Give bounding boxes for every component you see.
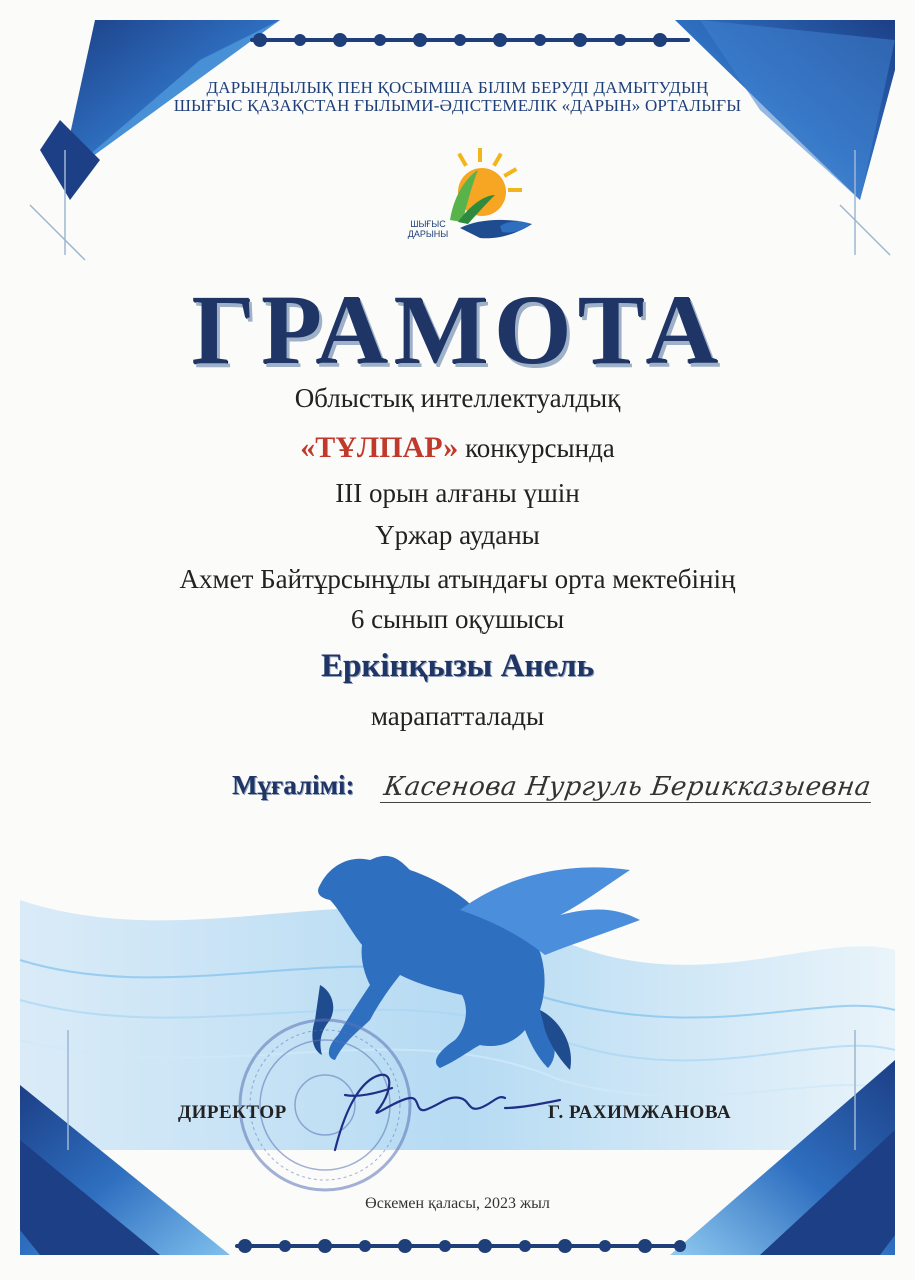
logo-label: ШЫҒЫС ДАРЫНЫ — [407, 219, 449, 239]
body-line-6: 6 сынып оқушысы — [350, 604, 565, 634]
contest-suffix: конкурсында — [458, 433, 615, 463]
teacher-label: Мұғалімі: — [232, 770, 355, 800]
top-ornament-strip — [250, 33, 690, 47]
body-line-3: III орын алғаны үшін — [335, 478, 580, 508]
organization-name-line2: ШЫҒЫС ҚАЗАҚСТАН ҒЫЛЫМИ-ӘДІСТЕМЕЛІК «ДАРЫН» ОРТАЛЫҒЫ — [173, 96, 742, 115]
teacher-name: Касенова Нургуль Берикказыевна — [380, 772, 875, 803]
organization-name-line1: ДАРЫНДЫЛЫҚ ПЕН ҚОСЫМША БІЛІМ БЕРУДІ ДАМЫТУДЫҢ — [206, 78, 709, 97]
body-line-4: Үржар ауданы — [375, 520, 540, 550]
darin-logo-icon — [450, 148, 532, 238]
certificate-title: ГРАМОТА — [191, 274, 724, 385]
contest-line — [0, 432, 915, 464]
body-line-5: Ахмет Байтұрсынұлы атындағы орта мектебінің — [179, 564, 736, 594]
top-left-corner-ornament — [30, 20, 280, 260]
contest-name: «ТҰЛПАР» — [300, 431, 459, 464]
bottom-ornament-strip — [235, 1239, 686, 1253]
footer-city-year: Өскемен қаласы, 2023 жыл — [365, 1195, 550, 1212]
student-name: Еркінқызы Анель — [320, 648, 595, 684]
body-line-8: марапатталады — [370, 701, 545, 731]
director-label: ДИРЕКТОР — [178, 1102, 287, 1123]
body-line-1: Облыстық интеллектуалдық — [294, 383, 621, 413]
director-name: Г. РАХИМЖАНОВА — [548, 1102, 732, 1123]
top-right-corner-ornament — [675, 20, 895, 255]
